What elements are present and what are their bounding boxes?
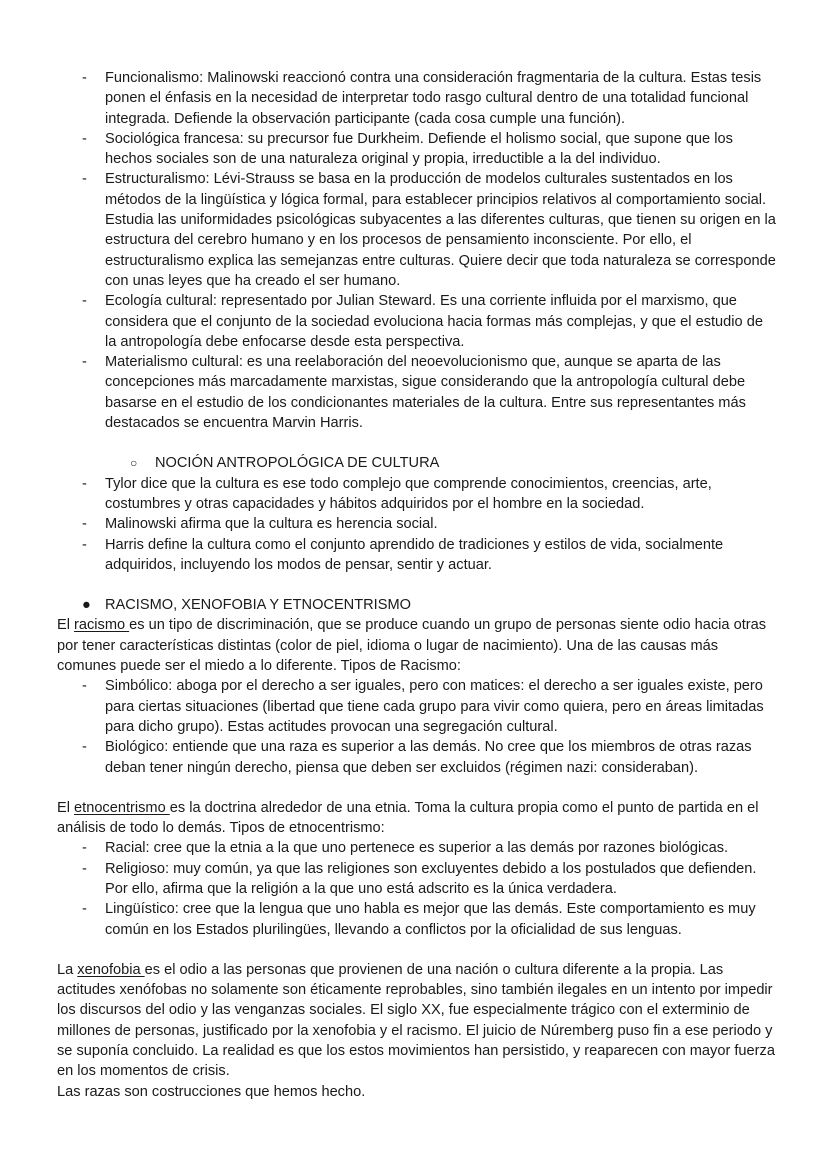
list-item-ecologia-cultural: - Ecología cultural: representado por Julian Steward. Es una corriente influida por el marxismo, que considera que el conjunto de la sociedad evoluciona hacia formas más complejas, y que el estudio de la antropología debe enfocarse desde esta perspectiva. [0, 291, 828, 352]
list-item-sociologica-francesa: - Sociológica francesa: su precursor fue Durkheim. Defiende el holismo social, que supone que los hechos sociales son de una naturaleza original y propia, irreductible a la del individuo. [0, 129, 828, 170]
etnocentrismo-intro-pre: El [57, 799, 75, 816]
etnocentrismo-intro-text: es la doctrina alrededor de una etnia. Toma la cultura propia como el punto de partida en el análisis de todo lo demás. Tipos de etnocentrismo: [57, 799, 759, 837]
xenofobia-intro-text: es el odio a las personas que provienen de una nación o cultura diferente a la propia. Las actitudes xenófobas no solamente son éticamente reprobables, sino también ilegales en un intento por impedir los discursos del odio y las venganzas sociales. El siglo XX, fue especialmente trágico con el exterminio de millones de personas, justificado por la xenofobia y el racismo. El juicio de Núremberg puso fin a ese periodo y se suponía concluido. La realidad es que los estos movimientos han persistido, y reaparecen con mayor fuerza en los momentos de crisis. [57, 961, 775, 1080]
list-item-funcionalismo: - Funcionalismo: Malinowski reaccionó contra una consideración fragmentaria de la cultura. Estas tesis ponen el énfasis en la necesidad de interpretar todo rasgo cultural dentro de una totalidad funcional integrada. Defiende la observación participante (cada cosa cumple una función). [0, 68, 828, 129]
racismo-term: racismo [74, 617, 130, 634]
xenofobia-term: xenofobia [77, 961, 145, 978]
list-item-materialismo-cultural: - Materialismo cultural: es una reelaboración del neoevolucionismo que, aunque se aparta de las concepciones más marcadamente marxistas, sigue considerando que la antropología cultural debe basarse en el estudio de los condicionantes materiales de la cultura. Entre sus representantes más destacados se encuentra Marvin Harris. [0, 352, 828, 433]
racismo-heading: RACISMO, XENOFOBIA Y ETNOCENTRISMO [105, 597, 411, 614]
list-item-linguistico: - Lingüístico: cree que la lengua que uno habla es mejor que las demás. Este comportamiento es muy común en los Estados plurilingües, llevando a conflictos por la oficialidad de sus lenguas. [0, 899, 828, 940]
racismo-intro-pre: El [57, 617, 75, 634]
etnocentrismo-intro [0, 798, 828, 839]
list-item-harris: - Harris define la cultura como el conjunto aprendido de tradiciones y estilos de vida, socialmente adquiridos, incluyendo los modos de pensar, sentir y actuar. [0, 535, 828, 576]
filled-bullet-icon: ● [82, 597, 91, 614]
list-item-simbolico: - Simbólico: aboga por el derecho a ser iguales, pero con matices: el derecho a ser iguales existe, pero para ciertas situaciones (libertad que tiene cada grupo para vivir como quiera, pero en áreas limitadas para dicho grupo). Estas actitudes provocan una segregación cultural. [0, 676, 828, 737]
etnocentrismo-term: etnocentrismo [74, 799, 170, 816]
racismo-intro-text: es un tipo de discriminación, que se produce cuando un grupo de personas siente odio hacia otras por tener características distintas (color de piel, idioma o lugar de nacimiento). Una de las causas más comunes puede ser el miedo a lo diferente. Tipos de Racismo: [57, 617, 767, 675]
circle-bullet-icon: ○ [130, 456, 138, 471]
list-item-tylor: - Tylor dice que la cultura es ese todo complejo que comprende conocimientos, creencias, arte, costumbres y otras capacidades y hábitos adquiridos por el hombre en la sociedad. [0, 474, 828, 515]
racismo-types-list [0, 676, 828, 777]
list-item-religioso: - Religioso: muy común, ya que las religiones son excluyentes debido a los postulados que defienden. Por ello, afirma que la religión a la que uno está adscrito es la única verdadera. [0, 859, 828, 900]
nocion-heading: NOCIÓN ANTROPOLÓGICA DE CULTURA [155, 455, 440, 472]
etnocentrismo-types-list [0, 838, 828, 939]
list-item-racial: - Racial: cree que la etnia a la que uno pertenece es superior a las demás por razones biológicas. [0, 838, 828, 858]
list-item-estructuralismo: - Estructuralismo: Lévi-Strauss se basa en la producción de modelos culturales sustentados en los métodos de la lingüística y lógica formal, para establecer principios relativos al comportamiento social. Estudia las uniformidades psicológicas subyacentes a las diferentes culturas, que tienen su origen en la estructura del cerebro humano y en los procesos de pensamiento inconsciente. Por ello, el estructuralismo explica las semejanzas entre culturas. Quiere decir que toda naturaleza se corresponde con unas leyes que ha creado el ser humano. [0, 169, 828, 291]
nocion-list [0, 474, 828, 575]
racismo-intro [0, 615, 828, 676]
corrientes-list [0, 68, 828, 433]
xenofobia-intro-pre: La [57, 961, 78, 978]
list-item-biologico: - Biológico: entiende que una raza es superior a las demás. No cree que los miembros de otras razas deban tener ningún derecho, piensa que deben ser excluidos (régimen nazi: consideraban). [0, 737, 828, 778]
nocion-heading-row [0, 453, 828, 473]
closing-line: Las razas son costrucciones que hemos hecho. [57, 1083, 366, 1100]
racismo-heading-row [0, 595, 828, 615]
list-item-malinowski: - Malinowski afirma que la cultura es herencia social. [0, 514, 828, 534]
xenofobia-paragraph [0, 960, 828, 1082]
